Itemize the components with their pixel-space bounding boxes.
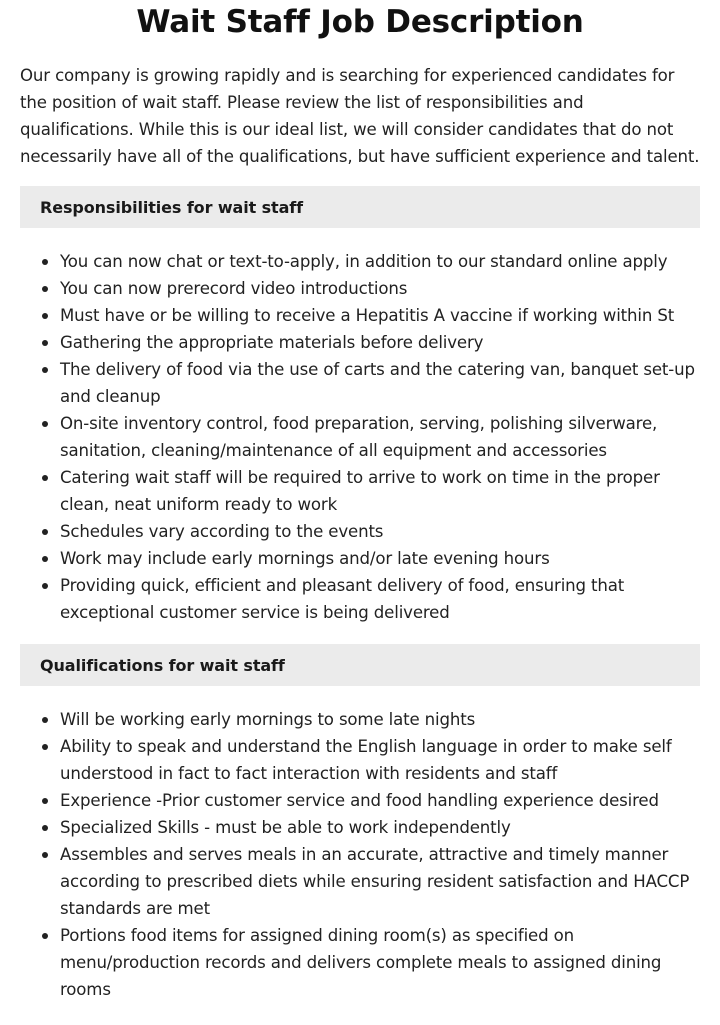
qualification-item <box>20 841 700 922</box>
responsibility-text: On-site inventory control, food preparation, serving, polishing silverware, sanitation, cleaning/maintenance of all equipment and accessories <box>60 414 658 460</box>
page-title: Wait Staff Job Description <box>136 4 584 40</box>
responsibilities-heading: Responsibilities for wait staff <box>40 197 304 217</box>
responsibility-text: Must have or be willing to receive a Hepatitis A vaccine if working within St <box>60 306 675 325</box>
qualification-item <box>20 706 700 733</box>
bullet-icon <box>42 259 48 265</box>
responsibility-text: Work may include early mornings and/or late evening hours <box>60 549 550 568</box>
qualification-text: Specialized Skills - must be able to work independently <box>60 818 511 837</box>
bullet-icon <box>42 583 48 589</box>
bullet-icon <box>42 475 48 481</box>
bullet-icon <box>42 744 48 750</box>
qualification-item <box>20 787 700 814</box>
responsibility-item <box>20 410 700 464</box>
qualification-text: Assembles and serves meals in an accurate, attractive and timely manner according to prescribed diets while ensuring resident satisfaction and HACCP standards are met <box>60 845 690 918</box>
responsibility-item <box>20 356 700 410</box>
qualifications-heading: Qualifications for wait staff <box>40 655 285 675</box>
responsibility-item <box>20 329 700 356</box>
responsibility-item <box>20 572 700 626</box>
bullet-icon <box>42 421 48 427</box>
bullet-icon <box>42 852 48 858</box>
bullet-icon <box>42 798 48 804</box>
bullet-icon <box>42 313 48 319</box>
responsibility-text: You can now chat or text-to-apply, in addition to our standard online apply <box>60 252 668 271</box>
qualification-item <box>20 733 700 787</box>
responsibility-item <box>20 248 700 275</box>
responsibility-item <box>20 275 700 302</box>
bullet-icon <box>42 340 48 346</box>
qualification-text: Portions food items for assigned dining room(s) as specified on menu/production records and delivers complete meals to assigned dining rooms <box>60 926 662 999</box>
responsibility-text: The delivery of food via the use of carts and the catering van, banquet set-up and cleanup <box>60 360 695 406</box>
responsibility-item <box>20 302 700 329</box>
qualification-text: Ability to speak and understand the English language in order to make self understood in fact to fact interaction with residents and staff <box>60 737 672 783</box>
responsibility-text: Gathering the appropriate materials before delivery <box>60 333 484 352</box>
bullet-icon <box>42 556 48 562</box>
responsibility-item <box>20 545 700 572</box>
qualifications-list <box>20 706 700 1003</box>
bullet-icon <box>42 529 48 535</box>
bullet-icon <box>42 933 48 939</box>
bullet-icon <box>42 717 48 723</box>
responsibility-item <box>20 518 700 545</box>
qualification-text: Experience -Prior customer service and food handling experience desired <box>60 791 659 810</box>
responsibility-text: Providing quick, efficient and pleasant delivery of food, ensuring that exceptional customer service is being delivered <box>60 576 625 622</box>
qualifications-header <box>20 644 700 686</box>
qualification-item <box>20 922 700 1003</box>
bullet-icon <box>42 825 48 831</box>
responsibility-text: Catering wait staff will be required to arrive to work on time in the proper clean, neat uniform ready to work <box>60 468 660 514</box>
qualification-item <box>20 814 700 841</box>
bullet-icon <box>42 367 48 373</box>
responsibilities-header <box>20 186 700 228</box>
responsibility-text: Schedules vary according to the events <box>60 522 384 541</box>
qualification-text: Will be working early mornings to some late nights <box>60 710 476 729</box>
intro-paragraph: Our company is growing rapidly and is searching for experienced candidates for the position of wait staff. Please review the list of responsibilities and qualifications. While this is our ideal list, we will consider candidates that do not necessarily have all of the qualifications, but have sufficient experience and talent. <box>20 66 700 166</box>
responsibility-item <box>20 464 700 518</box>
responsibility-text: You can now prerecord video introductions <box>60 279 408 298</box>
bullet-icon <box>42 286 48 292</box>
responsibilities-list <box>20 248 700 626</box>
